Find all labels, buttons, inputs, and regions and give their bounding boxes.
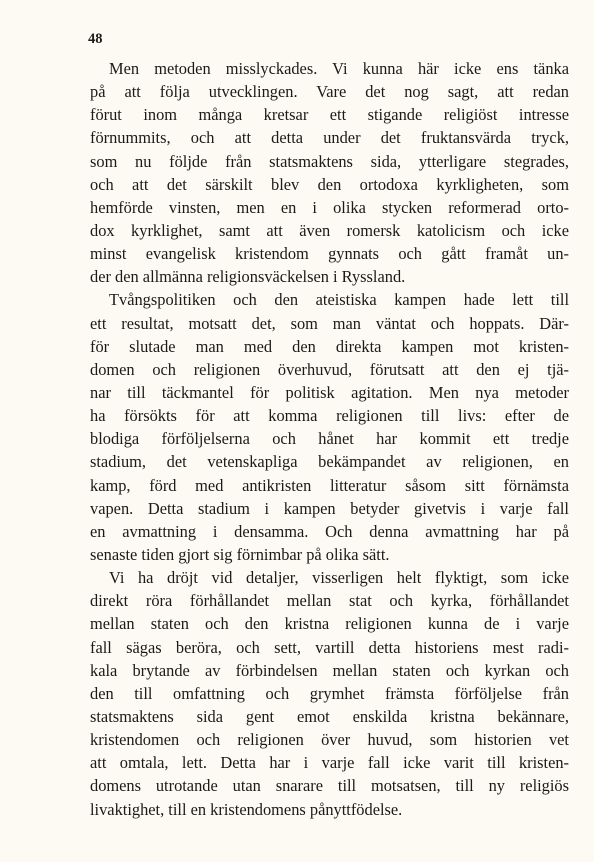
text-line: den till omfattning och grymhet främsta förföljelse från: [90, 683, 569, 703]
text-line: direkt röra förhållandet mellan stat och kyrka, förhållandet: [90, 591, 569, 611]
text-line: förnummits, och att detta under det fruktansvärda tryck,: [90, 128, 569, 148]
text-line: kamp, förd med antikristen litteratur såsom sitt förnämsta: [90, 475, 569, 495]
text-line: domen och religionen överhuvud, förutsatt att den ej tjä-: [90, 359, 569, 379]
body-text: [90, 57, 569, 821]
text-line: statsmaktens sida gent emot enskilda kristna bekännare,: [90, 706, 569, 726]
text-line: stadium, det vetenskapliga bekämpandet av religionen, en: [90, 452, 569, 472]
text-line: hemförde vinsten, men en i olika stycken reformerad orto-: [90, 197, 569, 217]
text-line: kristendomen och religionen över huvud, som historien vet: [90, 730, 569, 750]
text-line: som nu följde från statsmaktens sida, ytterligare stegrades,: [90, 151, 569, 171]
text-line: der den allmänna religionsväckelsen i Ryssland.: [90, 267, 406, 287]
text-line: förut inom många kretsar ett stigande religiöst intresse: [90, 105, 569, 125]
text-line: fall sägas beröra, och sett, vartill detta historiens mest radi-: [90, 637, 569, 657]
text-line: en avmattning i densamma. Och denna avmattning har på: [90, 521, 569, 541]
text-line: vapen. Detta stadium i kampen betyder givetvis i varje fall: [90, 498, 569, 518]
text-line: senaste tiden gjort sig förnimbar på olika sätt.: [90, 544, 390, 564]
text-line: Tvångspolitiken och den ateistiska kampen hade lett till: [109, 290, 569, 310]
text-line: och att det särskilt blev den ortodoxa kyrkligheten, som: [90, 174, 569, 194]
text-line: mellan staten och den kristna religionen kunna de i varje: [90, 614, 569, 634]
page-number: 48: [88, 31, 103, 47]
text-line: kala brytande av förbindelsen mellan staten och kyrkan och: [90, 660, 569, 680]
text-line: för slutade man med den direkta kampen mot kristen-: [90, 336, 569, 356]
text-line: nar till täckmantel för politisk agitation. Men nya metoder: [90, 382, 569, 402]
text-line: ha försökts för att komma religionen till livs: efter de: [90, 406, 569, 426]
text-line: Men metoden misslyckades. Vi kunna här icke ens tänka: [109, 59, 569, 78]
text-line: på att följa utvecklingen. Vare det nog sagt, att redan: [90, 82, 569, 102]
text-line: domens utrotande utan snarare till motsatsen, till ny religiös: [90, 776, 569, 796]
text-line: blodiga förföljelserna och hånet har kommit ett tredje: [90, 429, 569, 449]
text-line: ett resultat, motsatt det, som man väntat och hoppats. Där-: [90, 313, 569, 333]
text-line: livaktighet, till en kristendomens pånyttfödelse.: [90, 799, 403, 819]
text-line: Vi ha dröjt vid detaljer, visserligen helt flyktigt, som icke: [109, 568, 569, 588]
text-line: dox kyrklighet, samt att även romersk katolicism och icke: [90, 220, 569, 240]
text-line: minst evangelisk kristendom gynnats och gått framåt un-: [90, 244, 569, 264]
text-line: att omtala, lett. Detta har i varje fall icke varit till kristen-: [90, 753, 569, 773]
